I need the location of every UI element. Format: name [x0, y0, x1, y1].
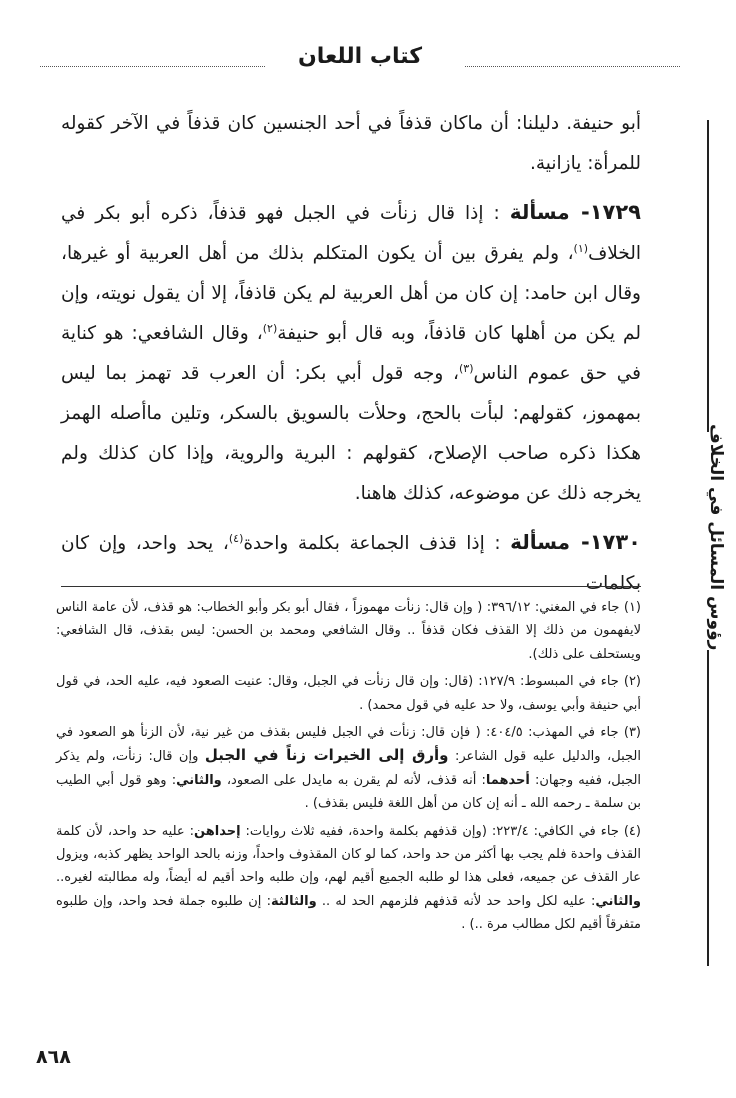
issue-text: ، يحد واحد، وإن كان بكلمات	[61, 533, 641, 594]
main-text	[61, 104, 641, 604]
footnote-4	[56, 820, 641, 937]
issue-1730	[61, 522, 641, 604]
chapter-title: كتاب اللعان	[297, 44, 423, 69]
footnote-1: (١) جاء في المغني: ٣٩٦/١٢: ( وإن قال: زنأت مهموزاً ، فقال أبو بكر وأبو الخطاب: هو قذف، لأن عامة الناس لايفهمون من ذلك إلا القذف فكان قذفاً .. وقال الشافعي ومحمد بن الحسن: ليس بقذف، قال الشافعي: ويستحلف على ذلك).	[56, 600, 641, 662]
footnote-ref[interactable]: (٤)	[228, 531, 244, 545]
issue-text: ، وجه قول أبي بكر: أن العرب قد تهمز بما ليس بمهموز، كقولهم: لبأت بالحج، وحلأت بالسويق بالسكر، وتلين ماأصله الهمز هكذا ذكره صاحب الإصلاح، كقولهم : البرية والروية، وإذا كان كذلك ولم يخرجه ذلك عن موضوعه، كذلك هاهنا.	[61, 363, 641, 504]
footnote-text: (٤) جاء في الكافي: ٢٢٣/٤: (وإن قذفهم بكلمة واحدة، ففيه ثلاث روايات:	[240, 823, 641, 839]
footnote-text: وإن قال: زنأت، ولم يذكر الجبل، ففيه وجهان:	[56, 749, 642, 788]
footnote-ref[interactable]: (١)	[573, 241, 589, 255]
book-title-vertical: رؤوس المسائل في الخلاف	[706, 423, 726, 650]
footnote-text: : عليه لكل واحد حد لأنه قذفهم فلزمهم الحد له ..	[316, 893, 596, 909]
footnote-keyword: والثاني	[176, 772, 222, 788]
issue-text: ، ولم يفرق بين أن يكون المتكلم بذلك من أهل العربية أو غيرها، وقال ابن حامد: إن كان من أهل العربية لم يكن قاذفاً، إلا أن يقول نويته، وإن لم يكن من أهلها كان قاذفاً، وبه قال أبو حنيفة	[61, 243, 641, 344]
issue-1729	[61, 192, 641, 514]
running-header	[40, 44, 680, 84]
footnote-text: : أنه قذف، لأنه لم يقرن به مايدل على الصعود،	[221, 772, 486, 788]
issue-number: ١٧٣٠-	[570, 530, 642, 554]
footnote-2: (٢) جاء في المبسوط: ١٢٧/٩: (قال: وإن قال زنأت في الجبل، وقال: عنيت الصعود فيه، عليه الحد، في قول أبي حنيفة وأبي يوسف، ولا حد عليه في قول محمد) .	[56, 674, 641, 713]
issue-text: : إذا قال زنأت في الجبل فهو قذفاً، ذكره أبو بكر في الخلاف	[61, 203, 641, 264]
footnote-keyword: والثاني	[595, 893, 641, 909]
paragraph-intro: أبو حنيفة. دليلنا: أن ماكان قذفاً في أحد الجنسين كان قذفاً في الآخر كقوله للمرأة: يازانية.	[61, 113, 641, 174]
side-rule-bottom	[707, 650, 709, 966]
issue-text: : إذا قذف الجماعة بكلمة واحدة	[243, 533, 511, 554]
footnote-keyword: والثالثة	[271, 893, 317, 909]
footnote-ref[interactable]: (٢)	[262, 321, 278, 335]
footnote-text: (٣) جاء في المهذب: ٤٠٤/٥: ( فإن قال: زنأت في الجبل فليس بقذف من غير نية، لأن الزنأ هو الصعود في الجبل، والدليل عليه قول الشاعر:	[56, 725, 641, 765]
footnote-keyword: أحدهما	[485, 772, 530, 788]
footnote-text: : إن طلبوه جملة فحد واحد، وإن طلبوه متفرقاً أقيم لكل مطالب مرة ..) .	[56, 893, 641, 933]
footnote-ref[interactable]: (٣)	[458, 361, 474, 375]
issue-number: ١٧٢٩-	[569, 200, 642, 224]
footnote-keyword: إحداهن	[194, 823, 241, 839]
footnote-text: : عليه حد واحد، لأن كلمة القذف واحدة فلم يجب بها أكثر من حد واحد، كما لو كان المقذوف واحداً، وزنه بالحد الواحد يظهر كذبه، ويزول عار القذف عن جميعه، فعلى هذا لو طلبه الجميع أقيم لهم، وإن طلبه واحد أقيم له أيضاً، وله مطالبته لغيره..	[56, 823, 641, 886]
issue-text: ، وقال الشافعي: هو كناية في حق عموم الناس	[61, 323, 641, 384]
footnote-3	[56, 721, 641, 816]
footnotes	[56, 596, 641, 941]
header-rule-left	[40, 66, 265, 67]
issue-label: مسألة	[510, 530, 571, 554]
side-margin-title	[682, 120, 736, 980]
footnote-text: : وهو قول أبي الطيب بن سلمة ـ رحمه الله ـ أنه إن كان من أهل اللغة فليس بقذف) .	[56, 772, 641, 812]
footnote-separator	[61, 586, 641, 587]
issue-label: مسألة	[509, 200, 570, 224]
side-rule-top	[707, 120, 709, 432]
poetry-verse: وأرق إلى الخيرات زناً في الجبل	[204, 746, 449, 765]
page-number: ٨٦٨	[36, 1046, 71, 1068]
